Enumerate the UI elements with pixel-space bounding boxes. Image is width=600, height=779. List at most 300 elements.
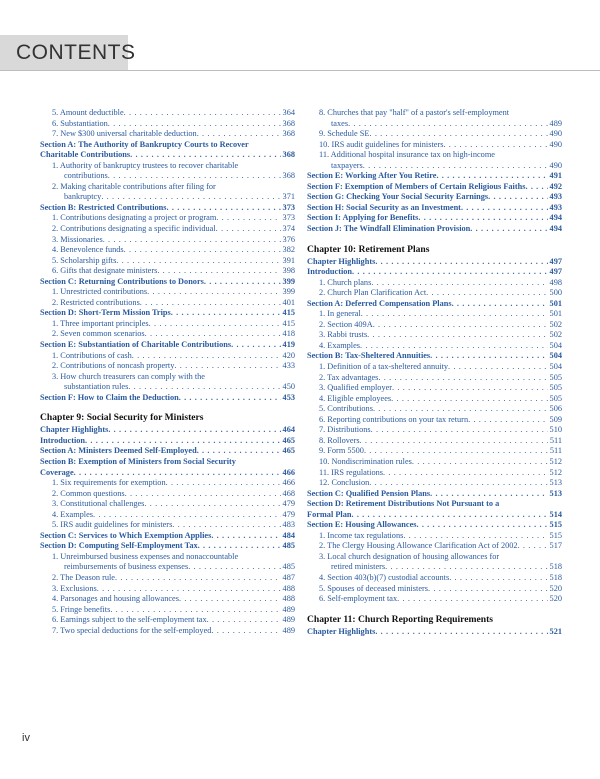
- toc-page-number: 490: [549, 129, 562, 139]
- dot-leader: [369, 478, 547, 489]
- dot-leader: [443, 140, 547, 151]
- toc-entry-label: 1. Three important principles: [52, 318, 149, 328]
- dot-leader: [392, 383, 548, 394]
- toc-page-number: 504: [549, 351, 562, 361]
- dot-leader: [375, 257, 547, 268]
- toc-entry: [40, 182, 295, 193]
- toc-page-number: 501: [549, 309, 562, 319]
- toc-section-entry[interactable]: [307, 627, 562, 638]
- toc-page-number: 489: [282, 615, 295, 625]
- toc-entry-label: Section C: Qualified Pension Plans: [307, 488, 431, 498]
- toc-entry[interactable]: [307, 531, 562, 542]
- toc-entry-label: 5. Spouses of deceased ministers: [319, 583, 428, 593]
- dot-leader: [197, 129, 281, 140]
- toc-entry-label: Section I: Applying for Benefits: [307, 213, 419, 223]
- toc-page-number: 466: [282, 467, 295, 477]
- toc-section-entry[interactable]: [307, 171, 562, 182]
- dot-leader: [448, 362, 548, 373]
- toc-entry[interactable]: [40, 489, 295, 500]
- toc-entry[interactable]: [40, 224, 295, 235]
- dot-leader: [367, 330, 547, 341]
- toc-page-number: 490: [549, 160, 562, 170]
- toc-entry-label: 9. Schedule SE: [319, 129, 370, 139]
- toc-entry[interactable]: [307, 594, 562, 605]
- dot-leader: [108, 425, 280, 436]
- dot-leader: [426, 288, 547, 299]
- toc-page-number: 418: [282, 329, 295, 339]
- toc-page-number: 368: [282, 129, 295, 139]
- toc-entry[interactable]: [307, 373, 562, 384]
- dot-leader: [373, 404, 548, 415]
- toc-entry-label: Section B: Exemption of Ministers from Social Security: [40, 456, 236, 466]
- toc-section-entry[interactable]: [307, 224, 562, 235]
- toc-page-number: 511: [549, 446, 562, 456]
- dot-leader: [130, 150, 280, 161]
- dot-leader: [231, 340, 280, 351]
- toc-entry[interactable]: [40, 626, 295, 637]
- dot-leader: [101, 192, 280, 203]
- toc-entry-label: Section F: Exemption of Members of Certain Religious Faiths: [307, 181, 526, 191]
- toc-page-number: 479: [282, 499, 295, 509]
- toc-entry-label: 4. Examples: [319, 340, 361, 350]
- toc-page-number: 450: [282, 382, 295, 392]
- toc-entry-label: 4. Eligible employees: [319, 393, 392, 403]
- toc-entry-label: Charitable Contributions: [40, 150, 131, 160]
- toc-entry-label: 6. Gifts that designate ministers: [52, 266, 158, 276]
- toc-entry[interactable]: [40, 129, 295, 140]
- header-rule: [0, 70, 600, 71]
- toc-section-entry[interactable]: [40, 393, 295, 404]
- toc-entry: [307, 150, 562, 161]
- toc-entry[interactable]: [40, 605, 295, 616]
- toc-entry-label: 2. The Deason rule: [52, 572, 115, 582]
- toc-entry-label: 4. Benevolence funds: [52, 245, 124, 255]
- dot-leader: [518, 541, 548, 552]
- toc-page-number: 502: [549, 319, 562, 329]
- dot-leader: [211, 626, 280, 637]
- toc-entry-label: Section G: Checking Your Social Security Earnings: [307, 192, 489, 202]
- toc-section-entry[interactable]: [40, 446, 295, 457]
- toc-section-entry[interactable]: [40, 203, 295, 214]
- dot-leader: [452, 299, 548, 310]
- toc-entry[interactable]: [40, 329, 295, 340]
- toc-entry[interactable]: [40, 171, 295, 182]
- toc-page-number: 497: [549, 267, 562, 277]
- toc-entry-label: 2. Tax advantages: [319, 372, 379, 382]
- dot-leader: [383, 468, 548, 479]
- toc-entry-label: Introduction: [40, 435, 86, 445]
- toc-page-number: 511: [549, 435, 562, 445]
- toc-entry[interactable]: [307, 119, 562, 130]
- toc-entry[interactable]: [307, 415, 562, 426]
- toc-entry[interactable]: [307, 541, 562, 552]
- toc-page-number: 493: [549, 192, 562, 202]
- toc-entry[interactable]: [307, 562, 562, 573]
- dot-leader: [198, 541, 281, 552]
- toc-section-entry[interactable]: [307, 510, 562, 521]
- toc-page-number: 500: [549, 288, 562, 298]
- dot-leader: [125, 489, 281, 500]
- toc-entry[interactable]: [307, 478, 562, 489]
- toc-section-entry[interactable]: [307, 299, 562, 310]
- toc-entry[interactable]: [40, 319, 295, 330]
- toc-section-entry[interactable]: [40, 436, 295, 447]
- toc-page-number: 415: [282, 318, 295, 328]
- toc-entry[interactable]: [307, 457, 562, 468]
- dot-leader: [179, 594, 281, 605]
- toc-entry-label: 3. Constitutional challenges: [52, 499, 145, 509]
- dot-leader: [157, 266, 280, 277]
- dot-leader: [430, 351, 547, 362]
- toc-entry-label: taxes: [331, 118, 349, 128]
- toc-entry[interactable]: [307, 425, 562, 436]
- dot-leader: [147, 287, 280, 298]
- toc-entry[interactable]: [307, 129, 562, 140]
- toc-entry-label: 1. Unrestricted contributions: [52, 287, 148, 297]
- toc-entry[interactable]: [40, 382, 295, 393]
- dot-leader: [403, 531, 547, 542]
- toc-entry-label: 8. Churches that pay "half" of a pastor's self-employment: [319, 108, 510, 117]
- toc-entry[interactable]: [40, 108, 295, 119]
- toc-entry-label: 3. Local church designation of housing allowances for: [319, 551, 500, 561]
- toc-entry-label: Coverage: [40, 467, 74, 477]
- toc-section-entry[interactable]: [307, 182, 562, 193]
- toc-entry-label: Formal Plan: [307, 509, 352, 519]
- toc-section-entry[interactable]: [307, 267, 562, 278]
- toc-section-entry: [307, 499, 562, 510]
- toc-page-number: 517: [549, 541, 562, 551]
- toc-entry-label: 7. New $300 universal charitable deduction: [52, 129, 197, 139]
- toc-page-number: 382: [282, 245, 295, 255]
- toc-entry-label: 12. Conclusion: [319, 478, 370, 488]
- dot-leader: [397, 594, 547, 605]
- toc-page-number: 487: [282, 572, 295, 582]
- toc-page-number: 513: [549, 478, 562, 488]
- toc-entry[interactable]: [307, 383, 562, 394]
- toc-entry-label: 6. Earnings subject to the self-employment tax: [52, 615, 207, 625]
- dot-leader: [116, 256, 280, 267]
- toc-page-number: 505: [549, 383, 562, 393]
- dot-leader: [211, 531, 280, 542]
- toc-entry-label: Section F: How to Claim the Deduction: [40, 392, 179, 402]
- toc-entry-label: Section D: Short-Term Mission Trips: [40, 308, 171, 318]
- dot-leader: [166, 478, 281, 489]
- toc-section-entry: [40, 457, 295, 468]
- dot-leader: [470, 224, 547, 235]
- toc-page-number: 453: [282, 392, 295, 402]
- dot-leader: [174, 361, 280, 372]
- toc-page-number: 512: [549, 456, 562, 466]
- toc-entry[interactable]: [40, 235, 295, 246]
- toc-section-entry[interactable]: [40, 425, 295, 436]
- toc-entry-label: Section E: Working After You Retire: [307, 171, 437, 181]
- toc-entry[interactable]: [40, 573, 295, 584]
- toc-entry[interactable]: [307, 404, 562, 415]
- toc-entry-label: Section A: Deferred Compensation Plans: [307, 298, 452, 308]
- toc-page-number: 506: [549, 404, 562, 414]
- dot-leader: [348, 119, 547, 130]
- toc-entry[interactable]: [307, 436, 562, 447]
- toc-page-number: 490: [549, 139, 562, 149]
- chapter-heading: Chapter 9: Social Security for Ministers: [40, 412, 204, 424]
- toc-entry-label: 2. Seven common scenarios: [52, 329, 145, 339]
- dot-leader: [188, 562, 280, 573]
- toc-entry-label: Section A: Ministers Deemed Self-Employed: [40, 446, 197, 456]
- toc-section-entry[interactable]: [40, 150, 295, 161]
- dot-leader: [140, 298, 281, 309]
- toc-entry-label: Chapter Highlights: [307, 256, 376, 266]
- dot-leader: [375, 627, 547, 638]
- dot-leader: [364, 446, 548, 457]
- toc-page-number: 465: [282, 446, 295, 456]
- toc-section-entry[interactable]: [307, 520, 562, 531]
- toc-section-entry[interactable]: [40, 541, 295, 552]
- toc-page-number: 504: [549, 362, 562, 372]
- toc-section-entry[interactable]: [40, 468, 295, 479]
- toc-section-entry[interactable]: [307, 203, 562, 214]
- toc-entry: [307, 108, 562, 119]
- toc-entry[interactable]: [40, 499, 295, 510]
- toc-page-number: 374: [282, 224, 295, 234]
- dot-leader: [369, 129, 547, 140]
- toc-entry[interactable]: [40, 594, 295, 605]
- toc-page-number: 464: [282, 425, 295, 435]
- toc-entry[interactable]: [307, 394, 562, 405]
- toc-page-number: 401: [282, 297, 295, 307]
- dot-leader: [418, 213, 547, 224]
- dot-leader: [108, 119, 281, 130]
- toc-entry[interactable]: [307, 330, 562, 341]
- toc-entry-label: 11. Additional hospital insurance tax on high-income: [319, 150, 495, 160]
- toc-page-number: 498: [549, 277, 562, 287]
- dot-leader: [428, 584, 548, 595]
- dot-leader: [172, 520, 280, 531]
- toc-entry-label: Section E: Housing Allowances: [307, 520, 417, 530]
- toc-entry-label: 3. Qualified employer: [319, 383, 393, 393]
- dot-leader: [416, 520, 547, 531]
- toc-page-number: 489: [282, 625, 295, 635]
- toc-entry[interactable]: [40, 478, 295, 489]
- dot-leader: [110, 605, 280, 616]
- toc-entry[interactable]: [40, 615, 295, 626]
- dot-leader: [115, 573, 281, 584]
- toc-entry-label: Section C: Returning Contributions to Donors: [40, 276, 204, 286]
- toc-entry-label: Section D: Retirement Distributions Not Pursuant to a: [307, 499, 500, 509]
- toc-entry[interactable]: [40, 584, 295, 595]
- toc-entry[interactable]: [307, 320, 562, 331]
- dot-leader: [179, 393, 281, 404]
- dot-leader: [204, 277, 281, 288]
- toc-entry[interactable]: [307, 584, 562, 595]
- toc-page-number: 505: [549, 372, 562, 382]
- toc-page-number: 505: [549, 393, 562, 403]
- toc-entry: [40, 161, 295, 172]
- toc-entry[interactable]: [40, 351, 295, 362]
- toc-entry-label: 2. Making charitable contributions after filing for: [52, 181, 216, 191]
- toc-page-number: 515: [549, 520, 562, 530]
- toc-entry[interactable]: [307, 309, 562, 320]
- toc-entry-label: substantiation rules: [64, 382, 129, 392]
- dot-leader: [145, 329, 281, 340]
- toc-page-number: 497: [549, 256, 562, 266]
- toc-page-number: 518: [549, 572, 562, 582]
- toc-page-number: 510: [549, 425, 562, 435]
- toc-entry-label: 10. IRS audit guidelines for ministers: [319, 139, 444, 149]
- toc-entry-label: 1. Contributions of cash: [52, 350, 132, 360]
- toc-entry: [40, 552, 295, 563]
- toc-page-number: 504: [549, 340, 562, 350]
- toc-page-number: 479: [282, 509, 295, 519]
- toc-page-number: 513: [549, 488, 562, 498]
- dot-leader: [461, 203, 548, 214]
- dot-leader: [216, 213, 280, 224]
- toc-entry-label: Section B: Tax-Sheltered Annuities: [307, 351, 431, 361]
- toc-entry[interactable]: [307, 468, 562, 479]
- toc-entry[interactable]: [40, 298, 295, 309]
- toc-entry-label: Section J: The Windfall Elimination Provision: [307, 224, 471, 234]
- dot-leader: [144, 499, 280, 510]
- toc-entry-label: 1. Authority of bankruptcy trustees to recover charitable: [52, 160, 239, 170]
- dot-leader: [391, 394, 547, 405]
- toc-page-number: 485: [282, 541, 295, 551]
- toc-section-entry[interactable]: [40, 340, 295, 351]
- toc-entry-label: 1. Contributions designating a project or program: [52, 213, 217, 223]
- page-title: CONTENTS: [16, 41, 136, 64]
- toc-section-entry[interactable]: [40, 531, 295, 542]
- chapter-heading: Chapter 11: Church Reporting Requirements: [307, 613, 494, 625]
- toc-entry-label: 6. Self-employment tax: [319, 594, 398, 604]
- toc-page-number: 492: [549, 181, 562, 191]
- toc-entry-label: 2. The Clergy Housing Allowance Clarification Act of 2002: [319, 541, 518, 551]
- toc-entry-label: 1. Six requirements for exemption: [52, 478, 166, 488]
- toc-entry-label: Section C: Services to Which Exemption Applies: [40, 530, 212, 540]
- toc-page-number: 466: [282, 478, 295, 488]
- toc-entry[interactable]: [40, 287, 295, 298]
- dot-leader: [167, 203, 281, 214]
- dot-leader: [373, 320, 548, 331]
- toc-page-number: 489: [549, 118, 562, 128]
- toc-page-number: 509: [549, 414, 562, 424]
- toc-page-number: 376: [282, 234, 295, 244]
- toc-entry-label: 1. Church plans: [319, 277, 372, 287]
- toc-entry[interactable]: [40, 192, 295, 203]
- dot-leader: [85, 436, 281, 447]
- toc-section-entry[interactable]: [307, 213, 562, 224]
- toc-page-number: 484: [282, 530, 295, 540]
- toc-entry-label: Chapter Highlights: [307, 626, 376, 636]
- toc-entry-label: 1. Income tax regulations: [319, 530, 404, 540]
- toc-section-entry[interactable]: [40, 277, 295, 288]
- toc-entry[interactable]: [307, 341, 562, 352]
- toc-entry[interactable]: [40, 361, 295, 372]
- toc-entry: [307, 552, 562, 563]
- toc-column-left: [40, 108, 295, 636]
- toc-entry[interactable]: [40, 213, 295, 224]
- toc-entry-label: 7. Distributions: [319, 425, 371, 435]
- toc-entry-label: 2. Contributions of noncash property: [52, 361, 175, 371]
- toc-page-number: 368: [282, 118, 295, 128]
- toc-page-number: 468: [282, 488, 295, 498]
- dot-leader: [108, 171, 281, 182]
- toc-entry[interactable]: [307, 288, 562, 299]
- toc-page-number: 488: [282, 594, 295, 604]
- toc-entry-label: retired ministers: [331, 562, 386, 572]
- toc-entry[interactable]: [40, 520, 295, 531]
- dot-leader: [436, 171, 547, 182]
- toc-page-number: 494: [549, 213, 562, 223]
- toc-section-entry[interactable]: [307, 192, 562, 203]
- toc-section-entry[interactable]: [40, 308, 295, 319]
- toc-section-entry[interactable]: [307, 489, 562, 500]
- toc-entry[interactable]: [307, 161, 562, 172]
- toc-entry-label: bankruptcy: [64, 192, 102, 202]
- toc-page-number: 433: [282, 361, 295, 371]
- dot-leader: [351, 510, 547, 521]
- toc-page-number: 485: [282, 562, 295, 572]
- toc-entry[interactable]: [40, 510, 295, 521]
- toc-page-number: 488: [282, 583, 295, 593]
- chapter-heading: Chapter 10: Retirement Plans: [307, 243, 430, 255]
- toc-entry-label: 4. Section 403(b)(7) custodial accounts: [319, 572, 450, 582]
- dot-leader: [171, 308, 281, 319]
- toc-page-number: 489: [282, 604, 295, 614]
- dot-leader: [449, 573, 547, 584]
- toc-entry-label: Section A: The Authority of Bankruptcy Courts to Recover: [40, 139, 249, 149]
- toc-entry[interactable]: [307, 362, 562, 373]
- toc-entry-label: Section H: Social Security as an Investment: [307, 202, 461, 212]
- toc-entry[interactable]: [40, 256, 295, 267]
- dot-leader: [488, 192, 547, 203]
- toc-entry-label: Section E: Substantiation of Charitable Contributions: [40, 340, 232, 350]
- toc-entry[interactable]: [307, 573, 562, 584]
- toc-page-number: 373: [282, 202, 295, 212]
- dot-leader: [371, 278, 547, 289]
- toc-entry-label: Section D: Computing Self-Employment Tax: [40, 541, 198, 551]
- dot-leader: [430, 489, 547, 500]
- toc-entry[interactable]: [40, 266, 295, 277]
- dot-leader: [132, 351, 281, 362]
- toc-entry-label: 2. Restricted contributions: [52, 297, 140, 307]
- dot-leader: [385, 562, 547, 573]
- toc-entry-label: 3. Missionaries: [52, 234, 103, 244]
- toc-page-number: 493: [549, 202, 562, 212]
- toc-entry-label: taxpayers: [331, 160, 363, 170]
- toc-entry[interactable]: [40, 119, 295, 130]
- dot-leader: [360, 341, 548, 352]
- dot-leader: [128, 382, 280, 393]
- toc-entry-label: 8. Rollovers: [319, 435, 360, 445]
- toc-section-entry[interactable]: [307, 257, 562, 268]
- toc-entry[interactable]: [307, 278, 562, 289]
- toc-entry[interactable]: [307, 140, 562, 151]
- toc-entry-label: Introduction: [307, 267, 353, 277]
- toc-entry[interactable]: [40, 562, 295, 573]
- toc-page-number: 368: [282, 150, 295, 160]
- toc-page-number: 373: [282, 213, 295, 223]
- toc-entry-label: 3. Rabbi trusts: [319, 330, 368, 340]
- toc-section-entry[interactable]: [307, 351, 562, 362]
- dot-leader: [197, 446, 281, 457]
- dot-leader: [103, 235, 281, 246]
- toc-entry-label: 5. Contributions: [319, 404, 373, 414]
- toc-page-number: 521: [549, 626, 562, 636]
- toc-page-number: 501: [549, 298, 562, 308]
- toc-entry[interactable]: [307, 446, 562, 457]
- toc-entry-label: 2. Church Plan Clarification Act: [319, 288, 427, 298]
- dot-leader: [412, 457, 548, 468]
- toc-page-number: 491: [549, 171, 562, 181]
- toc-entry[interactable]: [40, 245, 295, 256]
